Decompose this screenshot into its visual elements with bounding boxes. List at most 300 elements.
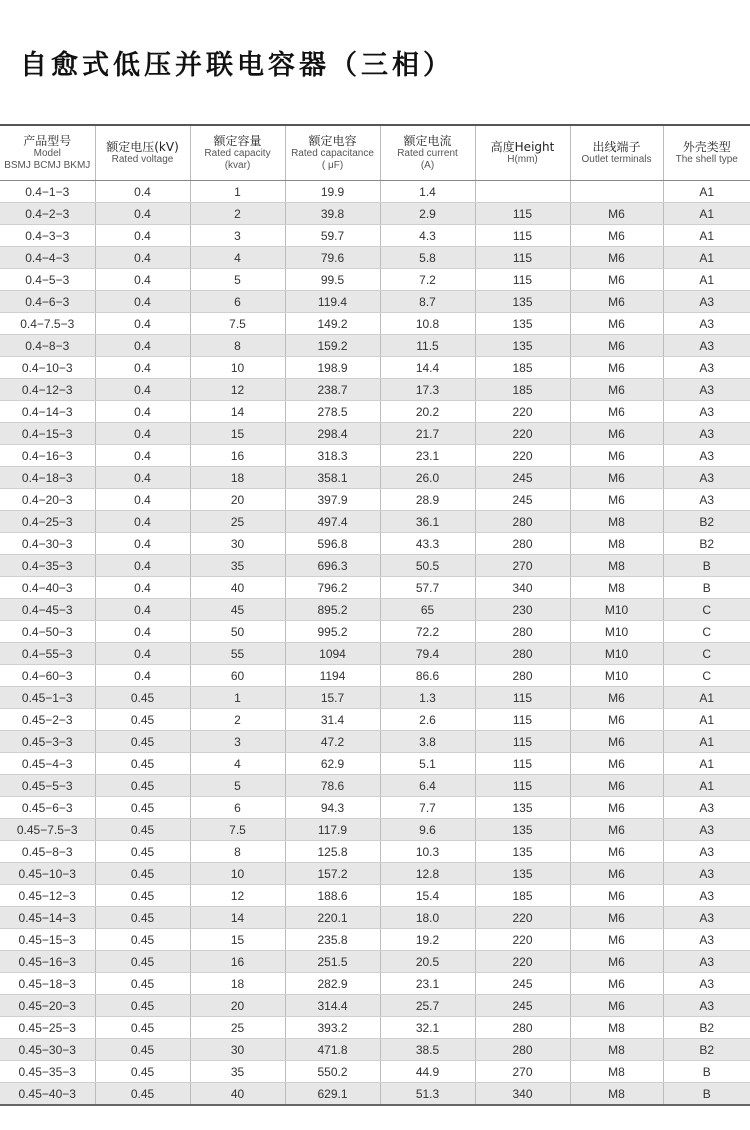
- cell-rated-voltage: 0.4: [95, 203, 190, 225]
- cell-rated-capacity: 40: [190, 1083, 285, 1106]
- cell-shell-type: C: [663, 599, 750, 621]
- cell-rated-capacitance: 397.9: [285, 489, 380, 511]
- table-row: [0, 841, 750, 863]
- cell-model: 0.4−20−3: [0, 489, 95, 511]
- table-row: [0, 665, 750, 687]
- cell-rated-capacitance: 119.4: [285, 291, 380, 313]
- header-en-sublabel: BSMJ BCMJ BKMJ: [4, 160, 91, 171]
- cell-height: 135: [475, 841, 570, 863]
- table-row: [0, 1017, 750, 1039]
- cell-outlet-terminal: M8: [570, 1017, 663, 1039]
- cell-rated-capacitance: 796.2: [285, 577, 380, 599]
- cell-model: 0.4−40−3: [0, 577, 95, 599]
- cell-height: 115: [475, 687, 570, 709]
- cell-height: 220: [475, 445, 570, 467]
- cell-height: 135: [475, 335, 570, 357]
- cell-rated-current: 8.7: [380, 291, 475, 313]
- cell-outlet-terminal: M6: [570, 291, 663, 313]
- cell-rated-voltage: 0.4: [95, 357, 190, 379]
- cell-rated-capacitance: 39.8: [285, 203, 380, 225]
- cell-rated-voltage: 0.45: [95, 1017, 190, 1039]
- cell-height: 280: [475, 665, 570, 687]
- cell-height: 115: [475, 731, 570, 753]
- cell-outlet-terminal: M6: [570, 863, 663, 885]
- cell-rated-capacity: 12: [190, 379, 285, 401]
- cell-rated-capacity: 5: [190, 775, 285, 797]
- cell-rated-capacity: 2: [190, 709, 285, 731]
- cell-shell-type: A3: [663, 357, 750, 379]
- cell-rated-current: 10.3: [380, 841, 475, 863]
- cell-model: 0.4−5−3: [0, 269, 95, 291]
- cell-shell-type: A1: [663, 731, 750, 753]
- cell-rated-voltage: 0.45: [95, 753, 190, 775]
- cell-shell-type: A3: [663, 335, 750, 357]
- cell-rated-capacity: 30: [190, 533, 285, 555]
- cell-rated-voltage: 0.4: [95, 181, 190, 203]
- cell-outlet-terminal: M10: [570, 665, 663, 687]
- cell-outlet-terminal: M10: [570, 621, 663, 643]
- cell-outlet-terminal: M6: [570, 489, 663, 511]
- cell-shell-type: A3: [663, 291, 750, 313]
- cell-outlet-terminal: [570, 181, 663, 203]
- cell-rated-voltage: 0.45: [95, 995, 190, 1017]
- cell-height: 245: [475, 467, 570, 489]
- cell-rated-current: 44.9: [380, 1061, 475, 1083]
- cell-shell-type: C: [663, 665, 750, 687]
- header-rated-capacitance: [285, 126, 380, 181]
- cell-rated-voltage: 0.4: [95, 269, 190, 291]
- cell-rated-capacity: 3: [190, 731, 285, 753]
- table-row: [0, 577, 750, 599]
- cell-rated-voltage: 0.4: [95, 313, 190, 335]
- cell-shell-type: B: [663, 577, 750, 599]
- table-row: [0, 203, 750, 225]
- spec-table: [0, 126, 750, 1106]
- cell-rated-voltage: 0.4: [95, 467, 190, 489]
- spec-table-container: [0, 124, 750, 1106]
- cell-model: 0.45−6−3: [0, 797, 95, 819]
- table-body: [0, 181, 750, 1106]
- cell-outlet-terminal: M6: [570, 753, 663, 775]
- cell-rated-capacitance: 15.7: [285, 687, 380, 709]
- cell-model: 0.4−35−3: [0, 555, 95, 577]
- cell-rated-capacity: 15: [190, 423, 285, 445]
- cell-rated-voltage: 0.4: [95, 489, 190, 511]
- cell-rated-capacity: 40: [190, 577, 285, 599]
- cell-rated-capacitance: 31.4: [285, 709, 380, 731]
- cell-rated-capacitance: 59.7: [285, 225, 380, 247]
- cell-height: 135: [475, 797, 570, 819]
- header-en-sublabel: (kvar): [224, 160, 251, 171]
- cell-outlet-terminal: M6: [570, 247, 663, 269]
- cell-rated-capacitance: 47.2: [285, 731, 380, 753]
- header-rated-voltage: [95, 126, 190, 181]
- cell-rated-voltage: 0.45: [95, 973, 190, 995]
- cell-rated-capacity: 18: [190, 467, 285, 489]
- table-row: [0, 775, 750, 797]
- cell-model: 0.4−55−3: [0, 643, 95, 665]
- cell-shell-type: A1: [663, 225, 750, 247]
- cell-rated-voltage: 0.45: [95, 1039, 190, 1061]
- cell-shell-type: A3: [663, 841, 750, 863]
- cell-rated-current: 50.5: [380, 555, 475, 577]
- cell-rated-capacitance: 78.6: [285, 775, 380, 797]
- cell-rated-capacitance: 298.4: [285, 423, 380, 445]
- cell-rated-voltage: 0.4: [95, 577, 190, 599]
- cell-rated-capacitance: 220.1: [285, 907, 380, 929]
- cell-rated-voltage: 0.45: [95, 687, 190, 709]
- cell-rated-capacitance: 99.5: [285, 269, 380, 291]
- cell-model: 0.45−12−3: [0, 885, 95, 907]
- cell-model: 0.4−10−3: [0, 357, 95, 379]
- cell-model: 0.4−12−3: [0, 379, 95, 401]
- cell-rated-capacity: 16: [190, 951, 285, 973]
- cell-height: 185: [475, 357, 570, 379]
- cell-rated-capacitance: 318.3: [285, 445, 380, 467]
- cell-rated-voltage: 0.45: [95, 797, 190, 819]
- cell-rated-current: 11.5: [380, 335, 475, 357]
- cell-rated-current: 51.3: [380, 1083, 475, 1106]
- cell-height: 135: [475, 819, 570, 841]
- table-row: [0, 555, 750, 577]
- cell-rated-current: 3.8: [380, 731, 475, 753]
- cell-rated-capacity: 35: [190, 1061, 285, 1083]
- cell-model: 0.45−40−3: [0, 1083, 95, 1106]
- cell-shell-type: B2: [663, 533, 750, 555]
- cell-rated-capacitance: 393.2: [285, 1017, 380, 1039]
- cell-rated-current: 12.8: [380, 863, 475, 885]
- table-row: [0, 951, 750, 973]
- cell-rated-voltage: 0.4: [95, 511, 190, 533]
- header-en-sublabel: ( μF): [321, 160, 344, 171]
- cell-height: [475, 181, 570, 203]
- cell-rated-capacity: 20: [190, 995, 285, 1017]
- cell-rated-current: 36.1: [380, 511, 475, 533]
- cell-rated-capacity: 7.5: [190, 313, 285, 335]
- table-row: [0, 731, 750, 753]
- cell-shell-type: B2: [663, 511, 750, 533]
- cell-model: 0.4−16−3: [0, 445, 95, 467]
- cell-shell-type: A3: [663, 445, 750, 467]
- cell-model: 0.4−45−3: [0, 599, 95, 621]
- cell-rated-voltage: 0.4: [95, 401, 190, 423]
- cell-shell-type: A1: [663, 753, 750, 775]
- cell-rated-capacitance: 696.3: [285, 555, 380, 577]
- table-row: [0, 401, 750, 423]
- cell-rated-voltage: 0.4: [95, 379, 190, 401]
- cell-shell-type: A1: [663, 269, 750, 291]
- cell-rated-capacitance: 125.8: [285, 841, 380, 863]
- cell-height: 135: [475, 291, 570, 313]
- cell-rated-voltage: 0.45: [95, 1061, 190, 1083]
- cell-shell-type: B2: [663, 1017, 750, 1039]
- cell-rated-capacity: 5: [190, 269, 285, 291]
- cell-shell-type: A3: [663, 885, 750, 907]
- cell-rated-voltage: 0.4: [95, 445, 190, 467]
- table-row: [0, 907, 750, 929]
- cell-rated-voltage: 0.45: [95, 951, 190, 973]
- cell-height: 280: [475, 643, 570, 665]
- header-en-label: Rated current: [397, 148, 458, 159]
- cell-model: 0.45−16−3: [0, 951, 95, 973]
- cell-height: 230: [475, 599, 570, 621]
- cell-rated-capacity: 25: [190, 511, 285, 533]
- cell-rated-capacity: 45: [190, 599, 285, 621]
- cell-outlet-terminal: M8: [570, 1061, 663, 1083]
- cell-rated-current: 86.6: [380, 665, 475, 687]
- cell-model: 0.4−6−3: [0, 291, 95, 313]
- cell-rated-capacitance: 188.6: [285, 885, 380, 907]
- cell-height: 340: [475, 1083, 570, 1106]
- cell-model: 0.4−1−3: [0, 181, 95, 203]
- cell-rated-capacitance: 235.8: [285, 929, 380, 951]
- cell-rated-current: 32.1: [380, 1017, 475, 1039]
- table-row: [0, 753, 750, 775]
- cell-rated-capacitance: 282.9: [285, 973, 380, 995]
- header-rated-current: [380, 126, 475, 181]
- cell-rated-current: 7.2: [380, 269, 475, 291]
- cell-rated-voltage: 0.4: [95, 599, 190, 621]
- cell-rated-voltage: 0.4: [95, 555, 190, 577]
- cell-rated-voltage: 0.45: [95, 709, 190, 731]
- cell-rated-current: 19.2: [380, 929, 475, 951]
- cell-shell-type: C: [663, 621, 750, 643]
- cell-model: 0.45−14−3: [0, 907, 95, 929]
- cell-rated-capacity: 50: [190, 621, 285, 643]
- cell-model: 0.45−15−3: [0, 929, 95, 951]
- cell-shell-type: B: [663, 1083, 750, 1106]
- cell-rated-voltage: 0.4: [95, 533, 190, 555]
- cell-model: 0.4−15−3: [0, 423, 95, 445]
- cell-height: 245: [475, 973, 570, 995]
- header-en-label: Model: [33, 148, 61, 159]
- cell-model: 0.4−14−3: [0, 401, 95, 423]
- cell-rated-current: 18.0: [380, 907, 475, 929]
- cell-height: 115: [475, 203, 570, 225]
- cell-height: 115: [475, 269, 570, 291]
- cell-height: 245: [475, 995, 570, 1017]
- cell-model: 0.45−30−3: [0, 1039, 95, 1061]
- cell-rated-capacitance: 79.6: [285, 247, 380, 269]
- header-en-label: Outlet terminals: [581, 154, 652, 165]
- header-zh-label: 额定电容: [308, 134, 357, 148]
- cell-outlet-terminal: M6: [570, 907, 663, 929]
- cell-rated-capacity: 2: [190, 203, 285, 225]
- cell-height: 220: [475, 423, 570, 445]
- header-outlet-terminals: [570, 126, 663, 181]
- cell-model: 0.45−4−3: [0, 753, 95, 775]
- cell-rated-voltage: 0.4: [95, 247, 190, 269]
- cell-outlet-terminal: M6: [570, 269, 663, 291]
- cell-rated-capacitance: 895.2: [285, 599, 380, 621]
- cell-outlet-terminal: M8: [570, 577, 663, 599]
- table-row: [0, 511, 750, 533]
- header-zh-label: 额定容量: [213, 134, 262, 148]
- table-row: [0, 247, 750, 269]
- cell-shell-type: A3: [663, 819, 750, 841]
- cell-rated-capacity: 15: [190, 929, 285, 951]
- cell-outlet-terminal: M6: [570, 819, 663, 841]
- cell-rated-current: 20.5: [380, 951, 475, 973]
- cell-model: 0.45−2−3: [0, 709, 95, 731]
- cell-outlet-terminal: M6: [570, 335, 663, 357]
- cell-rated-current: 20.2: [380, 401, 475, 423]
- cell-rated-voltage: 0.45: [95, 929, 190, 951]
- cell-rated-capacity: 55: [190, 643, 285, 665]
- cell-shell-type: A3: [663, 467, 750, 489]
- table-header-row: [0, 126, 750, 181]
- cell-rated-voltage: 0.45: [95, 775, 190, 797]
- table-row: [0, 269, 750, 291]
- cell-rated-current: 28.9: [380, 489, 475, 511]
- cell-rated-capacity: 35: [190, 555, 285, 577]
- cell-outlet-terminal: M8: [570, 1083, 663, 1106]
- cell-outlet-terminal: M6: [570, 357, 663, 379]
- cell-outlet-terminal: M6: [570, 885, 663, 907]
- cell-rated-capacitance: 149.2: [285, 313, 380, 335]
- cell-rated-capacity: 8: [190, 841, 285, 863]
- cell-rated-capacitance: 117.9: [285, 819, 380, 841]
- cell-model: 0.4−7.5−3: [0, 313, 95, 335]
- header-zh-label: 出线端子: [592, 140, 641, 154]
- cell-shell-type: A3: [663, 951, 750, 973]
- cell-model: 0.4−3−3: [0, 225, 95, 247]
- cell-rated-current: 23.1: [380, 445, 475, 467]
- cell-outlet-terminal: M6: [570, 445, 663, 467]
- cell-model: 0.4−4−3: [0, 247, 95, 269]
- cell-rated-current: 72.2: [380, 621, 475, 643]
- cell-shell-type: A3: [663, 379, 750, 401]
- cell-rated-current: 21.7: [380, 423, 475, 445]
- cell-rated-current: 25.7: [380, 995, 475, 1017]
- cell-rated-capacity: 4: [190, 247, 285, 269]
- cell-shell-type: A3: [663, 489, 750, 511]
- cell-rated-capacity: 12: [190, 885, 285, 907]
- cell-rated-current: 4.3: [380, 225, 475, 247]
- cell-rated-capacitance: 471.8: [285, 1039, 380, 1061]
- cell-model: 0.45−7.5−3: [0, 819, 95, 841]
- cell-rated-current: 9.6: [380, 819, 475, 841]
- cell-outlet-terminal: M6: [570, 423, 663, 445]
- cell-outlet-terminal: M6: [570, 841, 663, 863]
- cell-shell-type: A3: [663, 313, 750, 335]
- cell-outlet-terminal: M6: [570, 973, 663, 995]
- cell-outlet-terminal: M6: [570, 467, 663, 489]
- cell-rated-current: 57.7: [380, 577, 475, 599]
- cell-height: 270: [475, 555, 570, 577]
- cell-rated-voltage: 0.4: [95, 423, 190, 445]
- cell-shell-type: A3: [663, 973, 750, 995]
- table-row: [0, 973, 750, 995]
- table-row: [0, 929, 750, 951]
- cell-rated-current: 65: [380, 599, 475, 621]
- cell-rated-capacitance: 596.8: [285, 533, 380, 555]
- table-row: [0, 995, 750, 1017]
- cell-outlet-terminal: M6: [570, 379, 663, 401]
- cell-rated-voltage: 0.4: [95, 665, 190, 687]
- table-row: [0, 291, 750, 313]
- cell-height: 220: [475, 907, 570, 929]
- cell-model: 0.45−20−3: [0, 995, 95, 1017]
- cell-outlet-terminal: M6: [570, 797, 663, 819]
- table-row: [0, 599, 750, 621]
- cell-height: 280: [475, 1017, 570, 1039]
- cell-model: 0.45−35−3: [0, 1061, 95, 1083]
- cell-rated-current: 1.4: [380, 181, 475, 203]
- cell-outlet-terminal: M6: [570, 203, 663, 225]
- cell-outlet-terminal: M6: [570, 731, 663, 753]
- cell-outlet-terminal: M8: [570, 533, 663, 555]
- header-shell-type: [663, 126, 750, 181]
- header-rated-capacity: [190, 126, 285, 181]
- cell-model: 0.4−30−3: [0, 533, 95, 555]
- cell-rated-capacity: 4: [190, 753, 285, 775]
- cell-height: 280: [475, 621, 570, 643]
- cell-model: 0.45−5−3: [0, 775, 95, 797]
- cell-rated-current: 2.6: [380, 709, 475, 731]
- cell-height: 280: [475, 1039, 570, 1061]
- header-en-label: Rated voltage: [111, 154, 174, 165]
- cell-shell-type: A3: [663, 863, 750, 885]
- cell-rated-capacitance: 251.5: [285, 951, 380, 973]
- table-row: [0, 885, 750, 907]
- cell-shell-type: C: [663, 643, 750, 665]
- table-row: [0, 445, 750, 467]
- header-en-label: Rated capacity: [204, 148, 271, 159]
- cell-rated-voltage: 0.4: [95, 621, 190, 643]
- cell-rated-current: 14.4: [380, 357, 475, 379]
- cell-outlet-terminal: M8: [570, 555, 663, 577]
- table-row: [0, 335, 750, 357]
- table-row: [0, 1061, 750, 1083]
- cell-rated-capacity: 6: [190, 797, 285, 819]
- cell-rated-capacity: 10: [190, 357, 285, 379]
- cell-shell-type: B: [663, 555, 750, 577]
- cell-shell-type: A3: [663, 929, 750, 951]
- table-row: [0, 379, 750, 401]
- cell-rated-capacitance: 19.9: [285, 181, 380, 203]
- cell-height: 115: [475, 247, 570, 269]
- cell-rated-capacity: 8: [190, 335, 285, 357]
- cell-rated-capacity: 10: [190, 863, 285, 885]
- cell-outlet-terminal: M6: [570, 995, 663, 1017]
- cell-shell-type: B2: [663, 1039, 750, 1061]
- cell-rated-capacitance: 995.2: [285, 621, 380, 643]
- cell-rated-capacity: 20: [190, 489, 285, 511]
- cell-height: 340: [475, 577, 570, 599]
- cell-height: 115: [475, 225, 570, 247]
- table-row: [0, 621, 750, 643]
- header-zh-label: 额定电压(kV): [106, 140, 179, 154]
- table-row: [0, 863, 750, 885]
- cell-rated-capacity: 18: [190, 973, 285, 995]
- cell-rated-current: 23.1: [380, 973, 475, 995]
- cell-model: 0.45−18−3: [0, 973, 95, 995]
- page-title: 自愈式低压并联电容器（三相）: [20, 50, 454, 81]
- cell-rated-current: 15.4: [380, 885, 475, 907]
- cell-rated-voltage: 0.45: [95, 841, 190, 863]
- cell-rated-capacitance: 157.2: [285, 863, 380, 885]
- cell-height: 245: [475, 489, 570, 511]
- cell-model: 0.45−25−3: [0, 1017, 95, 1039]
- cell-shell-type: A1: [663, 687, 750, 709]
- table-row: [0, 357, 750, 379]
- cell-outlet-terminal: M8: [570, 1039, 663, 1061]
- table-row: [0, 533, 750, 555]
- cell-outlet-terminal: M6: [570, 929, 663, 951]
- cell-rated-capacitance: 94.3: [285, 797, 380, 819]
- cell-model: 0.45−1−3: [0, 687, 95, 709]
